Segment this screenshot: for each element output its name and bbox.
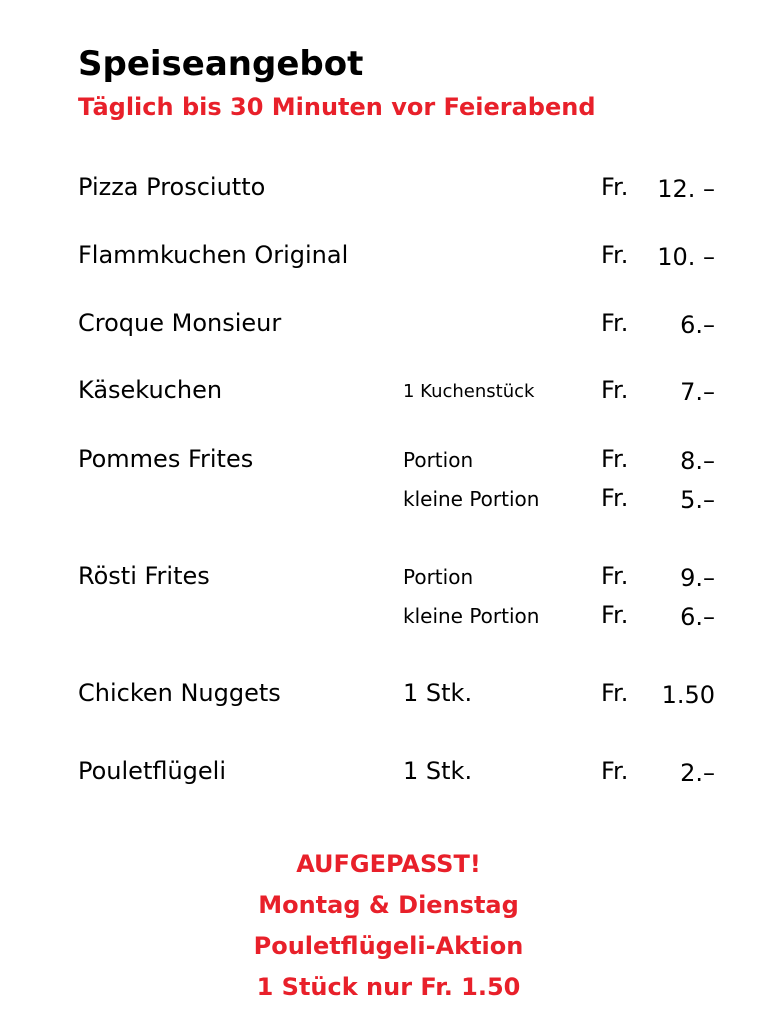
promo-notice-line: Montag & Dienstag: [258, 891, 519, 919]
menu-item-portion: kleine Portion: [403, 487, 540, 511]
menu-item-currency: Fr.: [601, 562, 629, 590]
menu-item-flammkuchen-original: [0, 241, 777, 281]
page-subtitle: Täglich bis 30 Minuten vor Feierabend: [78, 93, 596, 121]
menu-item-portion: Portion: [403, 565, 474, 589]
menu-item-currency: Fr.: [601, 757, 629, 785]
menu-item-price: 6.–: [680, 603, 715, 631]
menu-item-name: Pouletflügeli: [78, 757, 227, 785]
menu-item-pizza-prosciutto: [0, 173, 777, 213]
menu-item-currency: Fr.: [601, 601, 629, 629]
menu-item-price: 2.–: [680, 759, 715, 787]
menu-item-portion: 1 Stk.: [403, 757, 473, 785]
menu-item-name: Rösti Frites: [78, 562, 210, 590]
promo-notice: [0, 844, 777, 1008]
menu-item-name: Pommes Frites: [78, 445, 254, 473]
menu-item-currency: Fr.: [601, 309, 629, 337]
menu-item-currency: Fr.: [601, 241, 629, 269]
menu-item-portion: 1 Stk.: [403, 679, 473, 707]
menu-item-roesti-frites: [0, 562, 777, 602]
menu-item-name: Käsekuchen: [78, 376, 223, 404]
promo-notice-line: Pouletflügeli-Aktion: [253, 932, 524, 960]
menu-item-roesti-frites-small: [0, 601, 777, 641]
menu-item-price: 1.50: [661, 681, 715, 709]
page-title: Speiseangebot: [78, 44, 364, 84]
menu-item-price: 5.–: [680, 486, 715, 514]
menu-item-kaesekuchen: [0, 376, 777, 416]
menu-item-pouletfluegeli: [0, 757, 777, 797]
menu-item-price: 10. –: [657, 243, 715, 271]
menu-item-portion: Portion: [403, 448, 474, 472]
menu-item-chicken-nuggets: [0, 679, 777, 719]
menu-item-currency: Fr.: [601, 376, 629, 404]
menu-item-name: Pizza Prosciutto: [78, 173, 266, 201]
menu-item-price: 6.–: [680, 311, 715, 339]
menu-item-portion: 1 Kuchenstück: [403, 381, 535, 402]
menu-item-currency: Fr.: [601, 173, 629, 201]
menu-item-price: 9.–: [680, 564, 715, 592]
menu-item-currency: Fr.: [601, 679, 629, 707]
menu-item-price: 8.–: [680, 447, 715, 475]
menu-item-currency: Fr.: [601, 484, 629, 512]
menu-item-portion: kleine Portion: [403, 604, 540, 628]
menu-item-currency: Fr.: [601, 445, 629, 473]
promo-notice-line: 1 Stück nur Fr. 1.50: [256, 973, 521, 1001]
menu-item-pommes-frites: [0, 445, 777, 485]
promo-notice-line: AUFGEPASST!: [296, 850, 481, 878]
menu-item-price: 12. –: [657, 175, 715, 203]
menu-item-pommes-frites-small: [0, 484, 777, 524]
menu-item-name: Croque Monsieur: [78, 309, 282, 337]
menu-item-price: 7.–: [680, 378, 715, 406]
menu-item-name: Flammkuchen Original: [78, 241, 349, 269]
menu-item-croque-monsieur: [0, 309, 777, 349]
menu-item-name: Chicken Nuggets: [78, 679, 281, 707]
